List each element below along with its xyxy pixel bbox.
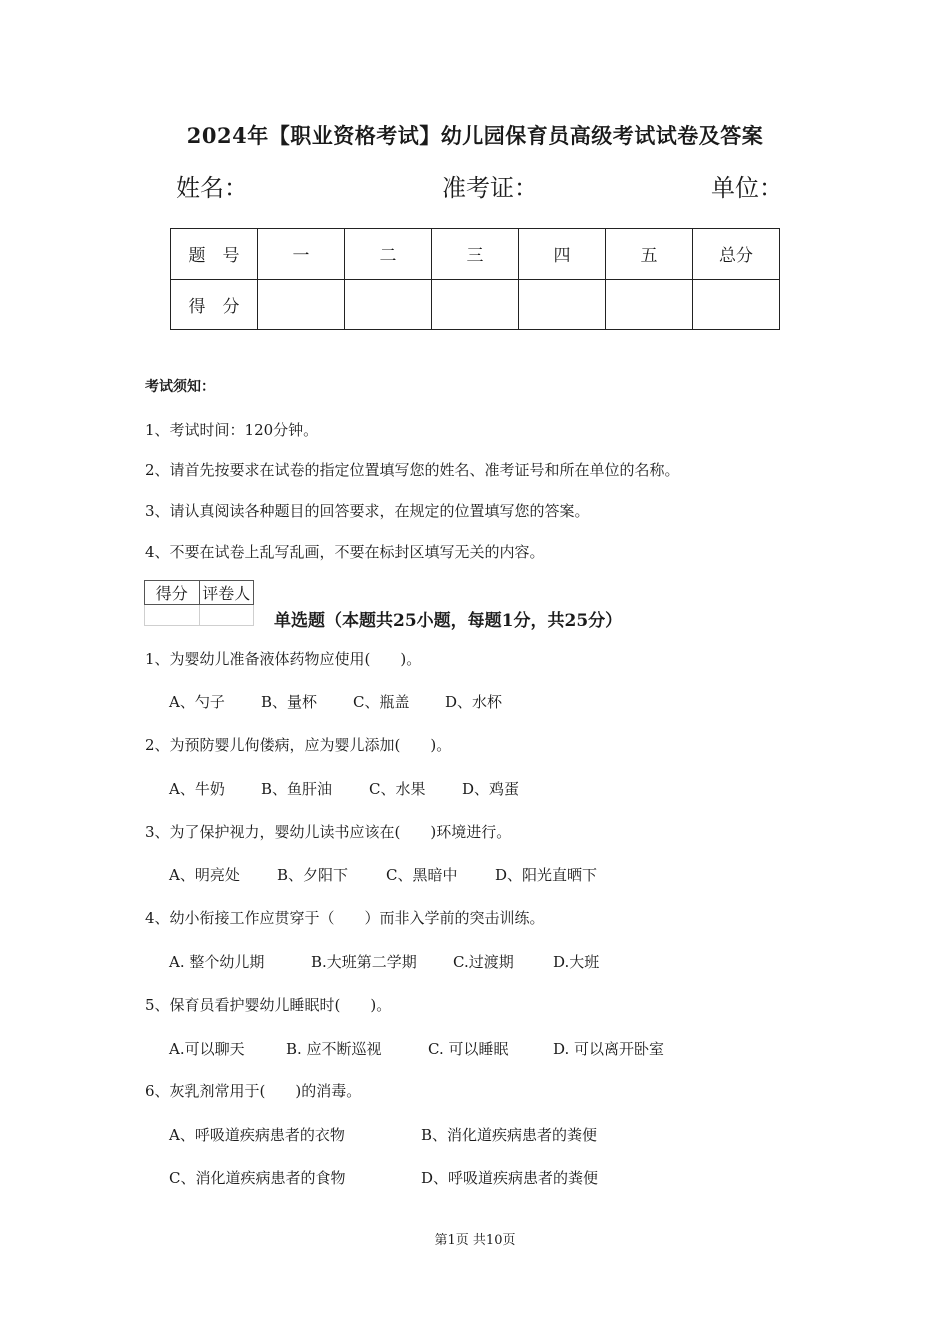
- score-cell[interactable]: [345, 279, 432, 330]
- question-text: 6、灰乳剂常用于( )的消毒。: [145, 1082, 362, 1100]
- question-option[interactable]: B、消化道疾病患者的粪便: [421, 1126, 598, 1144]
- question-option[interactable]: C.过渡期: [453, 953, 514, 971]
- question-option[interactable]: B、夕阳下: [277, 866, 349, 884]
- score-table-value-row: [171, 279, 780, 330]
- question-option[interactable]: D.大班: [553, 953, 600, 971]
- question-option[interactable]: B.大班第二学期: [311, 953, 417, 971]
- score-cell[interactable]: [693, 279, 780, 330]
- grader-score-label: 得分: [145, 581, 200, 605]
- question-option[interactable]: A.可以聊天: [169, 1040, 245, 1058]
- notice-item: 4、不要在试卷上乱写乱画，不要在标封区填写无关的内容。: [145, 543, 545, 561]
- question-option[interactable]: D、阳光直晒下: [495, 866, 598, 884]
- score-header-cell: 四: [519, 229, 606, 280]
- page-title: 2024年【职业资格考试】幼儿园保育员高级考试试卷及答案: [186, 123, 764, 148]
- notice-item: 3、请认真阅读各种题目的回答要求，在规定的位置填写您的答案。: [145, 502, 590, 520]
- score-header-cell: 二: [345, 229, 432, 280]
- notice-item: 2、请首先按要求在试卷的指定位置填写您的姓名、准考证号和所在单位的名称。: [145, 461, 680, 479]
- notice-item: 1、考试时间：120分钟。: [145, 421, 319, 439]
- question-option[interactable]: D、水杯: [445, 693, 503, 711]
- question-option[interactable]: A、呼吸道疾病患者的衣物: [169, 1126, 345, 1144]
- question-text: 3、为了保护视力，婴幼儿读书应该在( )环境进行。: [145, 823, 512, 841]
- question-option[interactable]: C、黑暗中: [386, 866, 458, 884]
- grader-reviewer-label: 评卷人: [199, 581, 254, 605]
- score-row-label: 得 分: [171, 279, 258, 330]
- question-text: 2、为预防婴儿佝偻病，应为婴儿添加( )。: [145, 736, 452, 754]
- question-option[interactable]: D、呼吸道疾病患者的粪便: [421, 1169, 599, 1187]
- question-option[interactable]: C、水果: [369, 780, 426, 798]
- question-text: 1、为婴幼儿准备液体药物应使用( )。: [145, 650, 422, 668]
- question-option[interactable]: A、勺子: [169, 693, 225, 711]
- name-field-label: 姓名：: [176, 174, 248, 202]
- question-option[interactable]: D、鸡蛋: [462, 780, 520, 798]
- score-cell[interactable]: [258, 279, 345, 330]
- question-option[interactable]: A、牛奶: [169, 780, 225, 798]
- question-text: 4、幼小衔接工作应贯穿于（ ）而非入学前的突击训练。: [145, 909, 545, 927]
- question-option[interactable]: B、鱼肝油: [261, 780, 333, 798]
- score-header-cell: 三: [432, 229, 519, 280]
- question-option[interactable]: A、明亮处: [169, 866, 240, 884]
- question-option[interactable]: A. 整个幼儿期: [169, 953, 265, 971]
- question-option[interactable]: C. 可以睡眠: [428, 1040, 509, 1058]
- grader-box: [144, 580, 254, 626]
- score-cell[interactable]: [432, 279, 519, 330]
- score-header-cell: 五: [606, 229, 693, 280]
- question-text: 5、保育员看护婴幼儿睡眠时( )。: [145, 996, 392, 1014]
- question-option[interactable]: C、瓶盖: [353, 693, 410, 711]
- page-footer: 第1页 共10页: [434, 1233, 516, 1248]
- question-option[interactable]: B. 应不断巡视: [286, 1040, 382, 1058]
- score-header-cell: 总分: [693, 229, 780, 280]
- score-cell[interactable]: [519, 279, 606, 330]
- score-table-header-row: [171, 229, 780, 280]
- score-table: [170, 228, 780, 330]
- score-header-cell: 一: [258, 229, 345, 280]
- score-cell[interactable]: [606, 279, 693, 330]
- grader-reviewer-cell[interactable]: [199, 605, 254, 626]
- exam-id-field-label: 准考证：: [442, 174, 538, 202]
- question-option[interactable]: B、量杯: [261, 693, 318, 711]
- notice-heading: 考试须知：: [145, 379, 215, 395]
- question-option[interactable]: D. 可以离开卧室: [553, 1040, 665, 1058]
- question-option[interactable]: C、消化道疾病患者的食物: [169, 1169, 346, 1187]
- unit-field-label: 单位：: [711, 174, 783, 202]
- section-title: 单选题（本题共25小题，每题1分，共25分）: [274, 611, 623, 631]
- grader-score-cell[interactable]: [145, 605, 200, 626]
- score-header-cell: 题 号: [171, 229, 258, 280]
